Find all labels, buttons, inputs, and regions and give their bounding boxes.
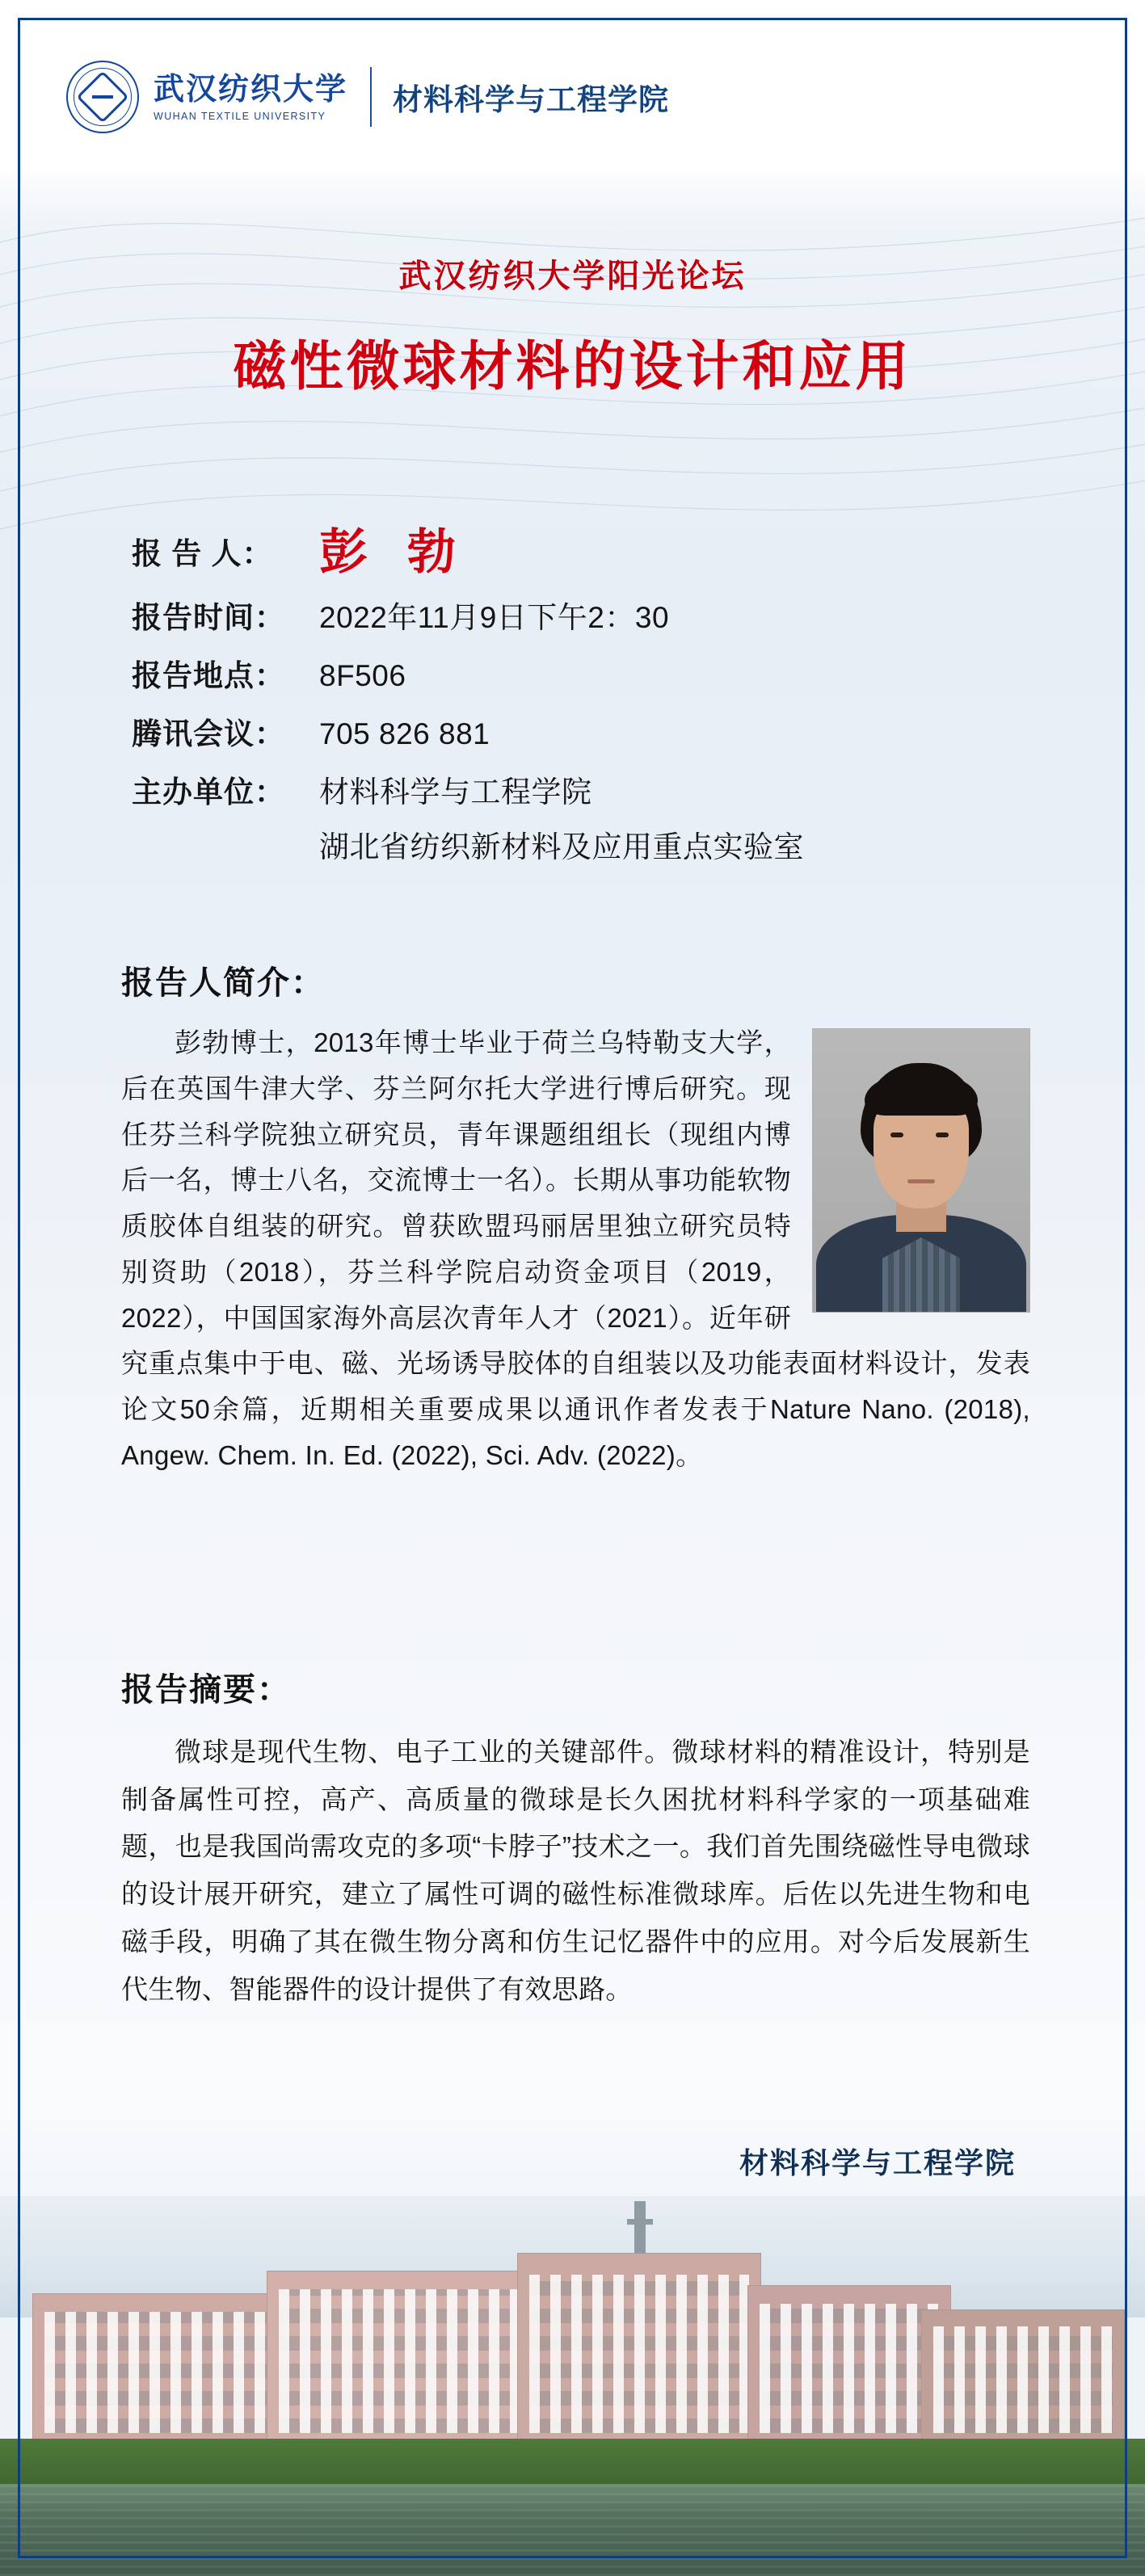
bio-block (121, 1020, 1030, 1479)
info-row-meeting (132, 709, 1037, 753)
info-value-host-lab: 湖北省纺织新材料及应用重点实验室 (319, 830, 804, 864)
abstract-heading: 报告摘要： (121, 1672, 291, 1708)
info-row-host (132, 767, 1037, 811)
footer-organizer: 材料科学与工程学院 (739, 2146, 1016, 2179)
info-label-location: 报告地点： (132, 659, 285, 692)
campus-photo (0, 2196, 1145, 2576)
info-row-time (132, 593, 1037, 637)
info-label-meeting: 腾讯会议： (132, 717, 285, 750)
info-label-speaker: 报 告 人： (132, 537, 273, 570)
vertical-divider-icon (370, 67, 372, 127)
speaker-portrait (812, 1028, 1030, 1313)
forum-subtitle: 武汉纺织大学阳光论坛 (398, 258, 747, 294)
info-label-host: 主办单位： (132, 775, 285, 809)
info-value-location: 8F506 (319, 659, 406, 692)
info-list (132, 509, 1037, 880)
info-value-time: 2022年11月9日下午2：30 (319, 601, 670, 634)
header-bar (0, 0, 1145, 174)
info-row-speaker (132, 509, 1037, 581)
speaker-name: 彭 勃 (319, 524, 467, 581)
bio-heading: 报告人简介： (121, 965, 325, 1001)
university-seal-icon (66, 61, 139, 133)
university-name-cn: 武汉纺织大学 (154, 70, 348, 107)
college-name: 材料科学与工程学院 (393, 83, 670, 116)
info-value-host: 材料科学与工程学院 (319, 775, 592, 809)
info-row-location (132, 651, 1037, 695)
header-content (66, 61, 669, 133)
university-name-en: WUHAN TEXTILE UNIVERSITY (154, 110, 326, 122)
abstract-block (121, 1729, 1030, 2013)
abstract-text: 微球是现代生物、电子工业的关键部件。微球材料的精准设计，特别是制备属性可控，高产、高质量的微球是长久困扰材料科学家的一项基础难题，也是我国尚需攻克的多项“卡脖子”技术之一。我们首先围绕磁性导电微球的设计展开研究，建立了属性可调的磁性标准微球库。后佐以先进生物和电磁手段，明确了其在微生物分离和仿生记忆器件中的应用。对今后发展新生代生物、智能器件的设计提供了有效思路。 (121, 1737, 1030, 2004)
info-label-time: 报告时间： (132, 601, 285, 634)
info-value-meeting: 705 826 881 (319, 717, 490, 750)
bio-text: 彭勃博士，2013年博士毕业于荷兰乌特勒支大学，后在英国牛津大学、芬兰阿尔托大学进行博后研究。现任芬兰科学院独立研究员，青年课题组组长（现组内博后一名，博士八名，交流博士一名）。长期从事功能软物质胶体自组装的研究。曾获欧盟玛丽居里独立研究员特别资助（2018），芬兰科学院启动资金项目（2019，2022），中国国家海外高层次青年人才（2021）。近年研究重点集中于电、磁、光场诱导胶体的自组装以及功能表面材料设计，发表论文50余篇，近期相关重要成果以通讯作者发表于Nature Nano. (2018), Angew. Chem. In. Ed. (2022), Sci. Adv. (2022)。 (121, 1027, 1030, 1470)
university-wordmark (154, 72, 347, 122)
page-title: 磁性微球材料的设计和应用 (233, 336, 912, 396)
info-row-host-second (132, 822, 1037, 866)
